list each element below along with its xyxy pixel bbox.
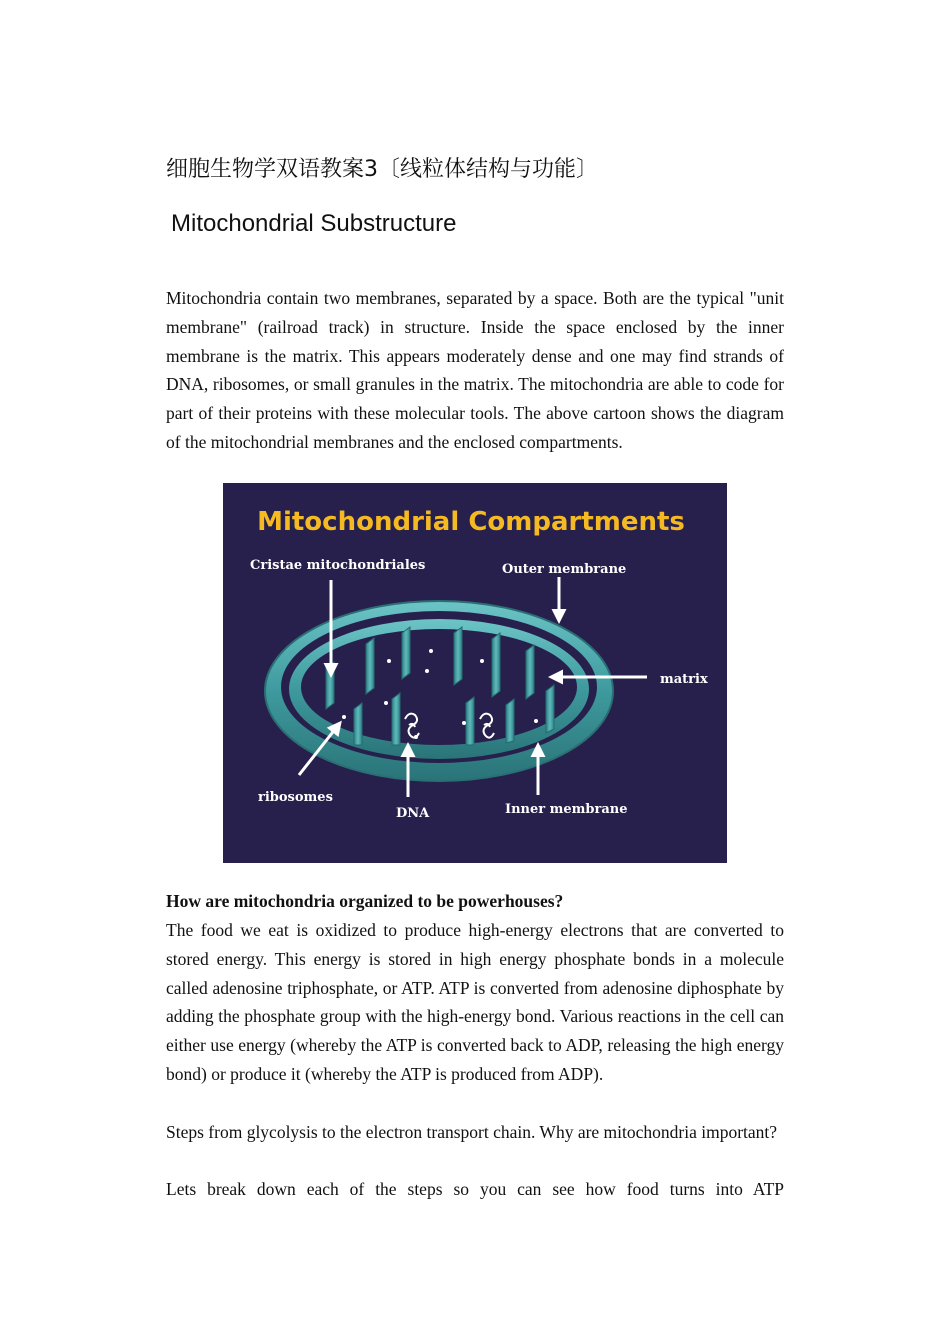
dna-label: DNA [396, 806, 430, 821]
matrix-label: matrix [660, 672, 708, 687]
energy-paragraph: The food we eat is oxidized to produce high-energy electrons that are converted to stored energy. This energy is stored in high energy phosphate bonds in a molecule called adenosine triphosphate, or ATP. ATP is converted from adenosine diphosphate by adding the phosphate group with the high-energy bond. Various reactions in the cell can either use energy (whereby the ATP is converted back to ADP, releasing the high energy bond) or produce it (whereby the ATP is produced from ADP). [166, 920, 784, 1084]
document-title: 细胞生物学双语教案3〔线粒体结构与功能〕 [166, 157, 598, 182]
final-line: Lets break down each of the steps so you can see how food turns into ATP [166, 1179, 784, 1199]
question-heading: How are mitochondria organized to be powerhouses? [166, 891, 564, 911]
mitochondria-diagram [223, 483, 727, 863]
inner-membrane-label: Inner membrane [505, 802, 628, 817]
intro-paragraph: Mitochondria contain two membranes, separated by a space. Both are the typical "unit membrane" (railroad track) in structure. Inside the space enclosed by the inner membrane is the matrix. This appears moderately dense and one may find strands of DNA, ribosomes, or small granules in the matrix. The mitochondria are able to code for part of their proteins with these molecular tools. The above cartoon shows the diagram of the mitochondrial membranes and the enclosed compartments. [166, 288, 784, 452]
figure-title: Mitochondrial Compartments [257, 507, 685, 537]
outer-membrane-label: Outer membrane [502, 562, 627, 577]
section-subtitle: Mitochondrial Substructure [171, 210, 457, 237]
ribosomes-label: ribosomes [258, 790, 333, 805]
cristae-label: Cristae mitochondriales [250, 558, 426, 573]
steps-paragraph: Steps from glycolysis to the electron transport chain. Why are mitochondria important? [166, 1122, 778, 1142]
